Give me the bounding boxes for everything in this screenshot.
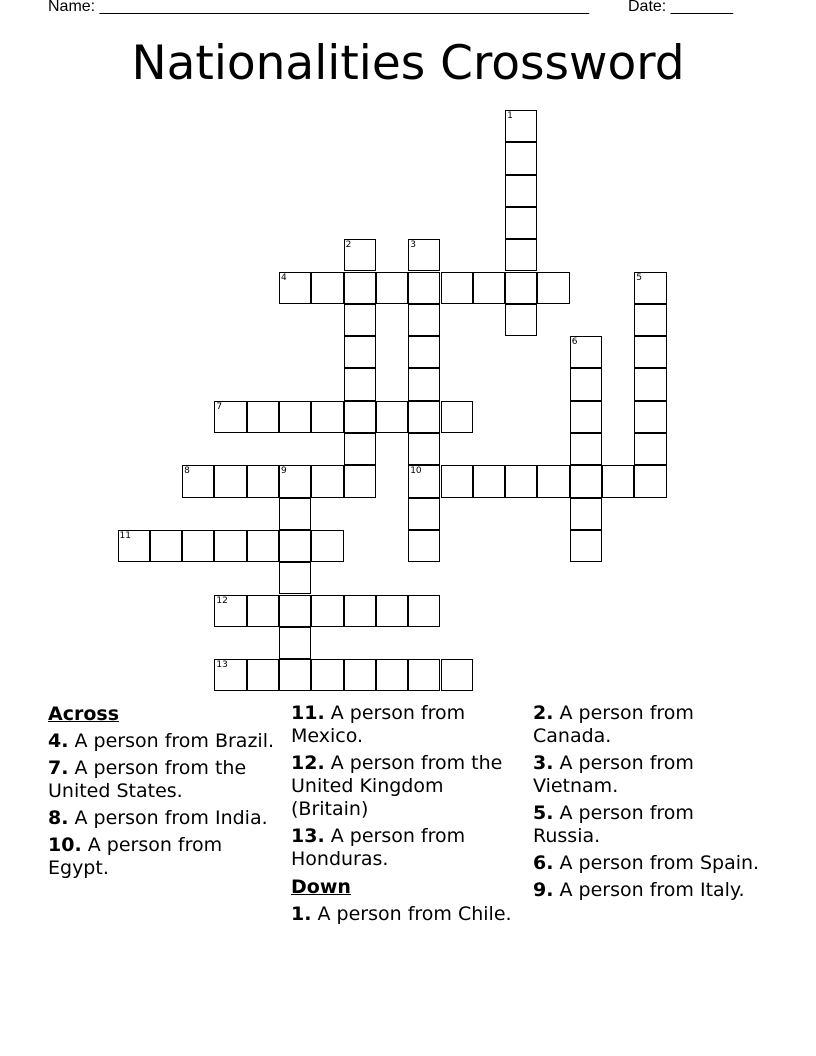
- clue-across-7: 7. A person from the United States.: [48, 757, 247, 802]
- page-title: Nationalities Crossword: [131, 36, 685, 91]
- grid-cell[interactable]: [441, 659, 473, 691]
- grid-cell[interactable]: [279, 530, 311, 562]
- grid-cell[interactable]: [408, 239, 440, 271]
- grid-cell[interactable]: [537, 465, 569, 497]
- cell-number: 12: [216, 595, 228, 606]
- grid-cell[interactable]: [408, 498, 440, 530]
- grid-cell[interactable]: [441, 465, 473, 497]
- grid-cell[interactable]: [473, 272, 505, 304]
- grid-cell[interactable]: [344, 433, 376, 465]
- clue-across-8: 8. A person from India.: [48, 807, 268, 829]
- grid-cell[interactable]: [344, 239, 376, 271]
- grid-cell[interactable]: [376, 595, 408, 627]
- cell-number: 4: [281, 272, 287, 283]
- clue-down-2: 2. A person from Canada.: [533, 702, 694, 747]
- cell-number: 5: [636, 272, 643, 283]
- grid-cell[interactable]: [570, 401, 602, 433]
- grid-cell[interactable]: [570, 530, 602, 562]
- grid-cell[interactable]: [408, 530, 440, 562]
- grid-cell[interactable]: [344, 659, 376, 691]
- grid-cell[interactable]: [279, 272, 311, 304]
- clues-section: [48, 702, 778, 962]
- grid-cell[interactable]: [408, 659, 440, 691]
- grid-cell[interactable]: [634, 401, 666, 433]
- grid-cell[interactable]: [214, 401, 246, 433]
- grid-cell[interactable]: [634, 304, 666, 336]
- clue-across-4: 4. A person from Brazil.: [48, 730, 275, 752]
- grid-cell[interactable]: [279, 401, 311, 433]
- grid-cell[interactable]: [247, 595, 279, 627]
- grid-cell[interactable]: [441, 272, 473, 304]
- cell-number: 10: [410, 466, 422, 477]
- grid-cell[interactable]: [570, 498, 602, 530]
- grid-cell[interactable]: [408, 433, 440, 465]
- grid-cell[interactable]: [279, 659, 311, 691]
- grid-cell[interactable]: [441, 401, 473, 433]
- grid-cell[interactable]: [182, 530, 214, 562]
- grid-cell[interactable]: [408, 368, 440, 400]
- grid-cell[interactable]: [634, 272, 666, 304]
- down-heading: Down: [291, 876, 351, 898]
- grid-cell[interactable]: [311, 401, 343, 433]
- clue-column-1: [48, 702, 278, 884]
- cell-number: 9: [281, 466, 287, 477]
- grid-cell[interactable]: [311, 595, 343, 627]
- grid-cell[interactable]: [214, 530, 246, 562]
- grid-cell[interactable]: [279, 562, 311, 594]
- grid-cell[interactable]: [570, 336, 602, 368]
- cell-number: 2: [345, 240, 352, 251]
- grid-cell[interactable]: [247, 465, 279, 497]
- grid-cell[interactable]: [570, 368, 602, 400]
- grid-cell[interactable]: [634, 465, 666, 497]
- grid-cell[interactable]: [118, 530, 150, 562]
- cell-number: 1: [507, 111, 513, 121]
- grid-cell[interactable]: [344, 401, 376, 433]
- grid-cell[interactable]: [505, 175, 537, 207]
- grid-cell[interactable]: [279, 627, 311, 659]
- grid-cell[interactable]: [408, 304, 440, 336]
- grid-cell[interactable]: [279, 465, 311, 497]
- grid-cell[interactable]: [505, 304, 537, 336]
- clue-down-6: 6. A person from Spain.: [533, 852, 760, 874]
- grid-cell[interactable]: [473, 465, 505, 497]
- grid-cell[interactable]: [214, 595, 246, 627]
- clue-down-3: 3. A person from Vietnam.: [533, 752, 694, 797]
- grid-cell[interactable]: [408, 272, 440, 304]
- cell-number: 3: [410, 240, 416, 251]
- grid-cell[interactable]: [505, 272, 537, 304]
- grid-cell[interactable]: [408, 595, 440, 627]
- clue-column-3: [533, 702, 763, 906]
- grid-cell[interactable]: [505, 465, 537, 497]
- clue-column-2: [291, 702, 521, 930]
- across-heading: Across: [48, 703, 120, 725]
- grid-cell[interactable]: [505, 142, 537, 174]
- cell-number: 8: [184, 466, 190, 477]
- grid-cell[interactable]: [634, 336, 666, 368]
- grid-cell[interactable]: [634, 368, 666, 400]
- grid-cell[interactable]: [182, 465, 214, 497]
- clue-down-1: 1. A person from Chile.: [291, 903, 512, 925]
- grid-cell[interactable]: [247, 401, 279, 433]
- grid-cell[interactable]: [279, 498, 311, 530]
- grid-cell[interactable]: [311, 272, 343, 304]
- clue-across-11: 11. A person from Mexico.: [291, 702, 466, 747]
- date-field-label: Date: _______: [628, 0, 733, 15]
- grid-cell[interactable]: [214, 465, 246, 497]
- grid-cell[interactable]: [376, 272, 408, 304]
- name-field-label: Name: _______________________________________________________: [48, 0, 589, 15]
- grid-cell[interactable]: [247, 659, 279, 691]
- grid-cell[interactable]: [311, 659, 343, 691]
- grid-cell[interactable]: [344, 304, 376, 336]
- grid-cell[interactable]: [344, 595, 376, 627]
- grid-cell[interactable]: [376, 401, 408, 433]
- clue-across-10: 10. A person from Egypt.: [48, 834, 223, 879]
- cell-number: 13: [216, 660, 228, 671]
- cell-number: 11: [119, 530, 131, 541]
- clue-down-9: 9. A person from Italy.: [533, 879, 745, 901]
- grid-cell[interactable]: [311, 465, 343, 497]
- grid-cell[interactable]: [570, 465, 602, 497]
- grid-cell[interactable]: [344, 368, 376, 400]
- grid-cell[interactable]: [408, 465, 440, 497]
- grid-cell[interactable]: [408, 336, 440, 368]
- grid-cell[interactable]: [602, 465, 634, 497]
- grid-cell[interactable]: [214, 659, 246, 691]
- clue-across-12: 12. A person from the United Kingdom (Britain): [291, 752, 503, 820]
- grid-cell[interactable]: [344, 465, 376, 497]
- grid-cell[interactable]: [537, 272, 569, 304]
- grid-cell[interactable]: [150, 530, 182, 562]
- grid-cell[interactable]: [247, 530, 279, 562]
- clue-down-5: 5. A person from Russia.: [533, 802, 694, 847]
- grid-cell[interactable]: [311, 530, 343, 562]
- grid-cell[interactable]: [505, 239, 537, 271]
- grid-cell[interactable]: [505, 110, 537, 142]
- cell-number: 6: [571, 337, 578, 348]
- grid-cell[interactable]: [505, 207, 537, 239]
- grid-cell[interactable]: [279, 595, 311, 627]
- grid-cell[interactable]: [376, 659, 408, 691]
- grid-cell[interactable]: [408, 401, 440, 433]
- grid-cell[interactable]: [344, 336, 376, 368]
- grid-cell[interactable]: [570, 433, 602, 465]
- grid-cell[interactable]: [344, 272, 376, 304]
- clue-across-13: 13. A person from Honduras.: [291, 825, 466, 870]
- cell-number: 7: [216, 401, 223, 412]
- grid-cell[interactable]: [634, 433, 666, 465]
